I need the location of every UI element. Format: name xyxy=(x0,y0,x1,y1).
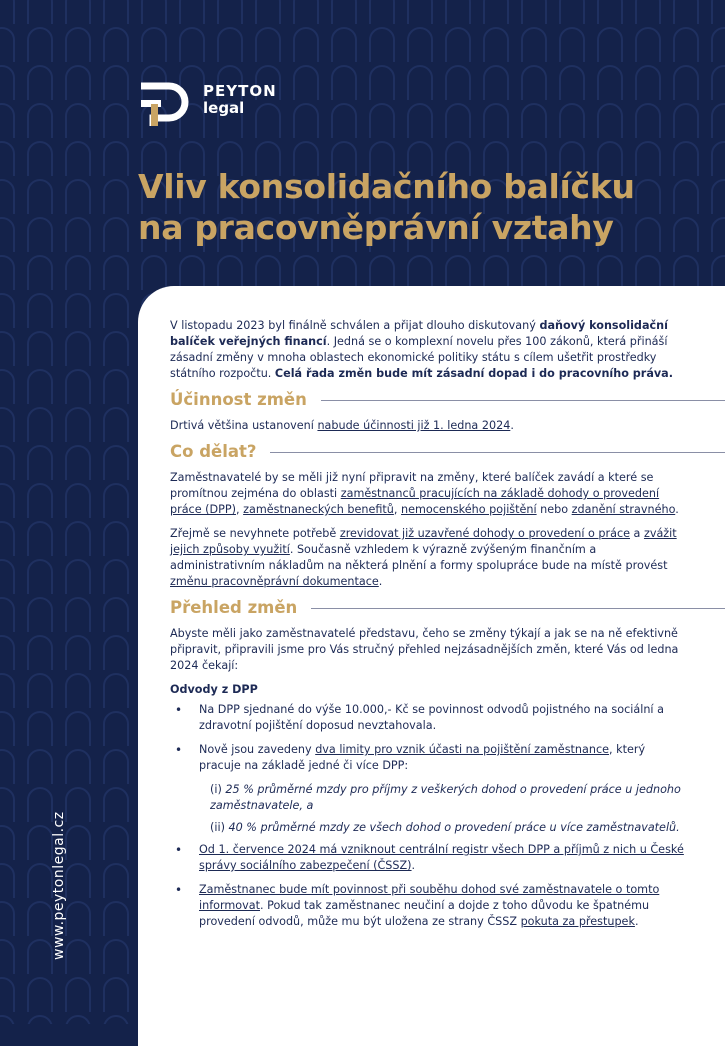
prehled-intro: Abyste měli jako zaměstnavatelé představu, čeho se změny týkají a jak se na ně efektivně připravit, připravili jsme pro Vás stručný přehled nejzásadnějších změn, které Vás od ledna 2024 čekají: xyxy=(170,627,679,672)
limit-item-1: (i) 25 % průměrné mzdy pro příjmy z veškerých dohod o provedení práce u jednoho zaměstnavatele, a xyxy=(210,783,681,812)
ucinnost-paragraph: Drtivá většina ustanovení nabude účinnosti již 1. ledna 2024. xyxy=(170,419,514,432)
limit-item-2: (ii) 40 % průměrné mzdy ze všech dohod o provedení práce u více zaměstnavatelů. xyxy=(210,821,680,834)
list-item: • Zaměstnanec bude mít povinnost při souběhu dohod své zaměstnavatele o tomto informovat. Pokud tak zaměstnanec neučiní a dojde z toho důvodu ke špatnému provedení odvodů, může mu být uložena ze strany ČSSZ pokuta za přestupek. xyxy=(175,883,660,928)
logo-p-icon xyxy=(139,80,199,126)
website-link[interactable]: www.peytonlegal.cz xyxy=(51,811,67,960)
list-item: • Od 1. července 2024 má vzniknout centrální registr všech DPP a příjmů z nich u České správy sociálního zabezpečení (ČSSZ). xyxy=(175,843,684,872)
section-heading-ucinnost: Účinnost změn xyxy=(170,392,690,408)
list-item: • Na DPP sjednané do výše 10.000,- Kč se povinnost odvodů pojistného na sociální a zdravotní pojištění doposud nevztahovala. xyxy=(175,703,664,732)
peyton-legal-logo xyxy=(139,80,277,126)
page-title: Vliv konsolidačního balíčku na pracovněprávní vztahy xyxy=(138,167,635,247)
co-delat-paragraph-2: Zřejmě se nevyhnete potřebě zrevidovat již uzavřené dohody o provedení o práce a zvážit jejich způsoby využití. Současně vzhledem k výrazně zvýšeným finančním a administrativním nákladům na některá plnění a formy spolupráce bude na místě provést změnu pracovněprávní dokumentace. xyxy=(170,527,677,588)
bullet-icon: • xyxy=(175,843,183,857)
registr-link[interactable]: Od 1. července 2024 má vzniknout centrální registr všech DPP a příjmů z nich u České správy sociálního zabezpečení (ČSSZ) xyxy=(199,843,684,872)
ucinnost-link[interactable]: nabude účinnosti již 1. ledna 2024 xyxy=(317,419,511,432)
bullet-icon: • xyxy=(175,883,183,897)
nemocenske-link[interactable]: nemocenského pojištění xyxy=(401,503,537,516)
intro-paragraph: V listopadu 2023 byl finálně schválen a přijat dlouho diskutovaný daňový konsolidační balíček veřejných financí. Jedná se o komplexní novelu přes 100 zákonů, která přináší zásadní změny v mnoha oblastech ekonomické politiky státu s cílem ušetřit prostředky státního rozpočtu. Celá řada změn bude mít zásadní dopad i do pracovního práva. xyxy=(170,319,673,380)
logo-subname: legal xyxy=(203,99,245,117)
document-body xyxy=(170,318,690,938)
dokumentace-link[interactable]: změnu pracovněprávní dokumentace xyxy=(170,575,379,588)
stravne-link[interactable]: zdanění stravného xyxy=(571,503,676,516)
bullet-icon: • xyxy=(175,703,183,717)
benefity-link[interactable]: zaměstnaneckých benefitů xyxy=(243,503,394,516)
subheading-odvody: Odvody z DPP xyxy=(170,683,258,696)
list-item: • Nově jsou zavedeny dva limity pro vznik účasti na pojištění zaměstnance, který pracuje na základě jedné či více DPP: xyxy=(175,743,646,772)
changes-list xyxy=(170,702,690,774)
bullet-icon: • xyxy=(175,743,183,757)
section-heading-prehled: Přehled změn xyxy=(170,600,690,616)
section-heading-co-delat: Co dělat? xyxy=(170,444,690,460)
logo-name: PEYTON xyxy=(203,82,277,100)
zvazit-link[interactable]: zvážit jejich způsoby využití xyxy=(170,527,677,556)
limity-link[interactable]: dva limity pro vznik účasti na pojištění zaměstnance xyxy=(315,743,609,756)
povinnost-link[interactable]: Zaměstnanec bude mít povinnost při souběhu dohod své zaměstnavatele o tomto informovat xyxy=(199,883,660,912)
zrevidovat-link[interactable]: zrevidovat již uzavřené dohody o provedení o práce xyxy=(339,527,630,540)
dpp-link[interactable]: zaměstnanců pracujících na základě dohody o provedení práce (DPP) xyxy=(170,487,660,516)
co-delat-paragraph-1: Zaměstnavatelé by se měli již nyní připravit na změny, které balíček zavádí a které se promítnou zejména do oblasti zaměstnanců pracujících na základě dohody o provedení práce (DPP), zaměstnaneckých benefitů, nemocenského pojištění nebo zdanění stravného. xyxy=(170,471,679,516)
changes-list-2 xyxy=(170,842,690,930)
pokuta-link[interactable]: pokuta za přestupek xyxy=(520,915,635,928)
